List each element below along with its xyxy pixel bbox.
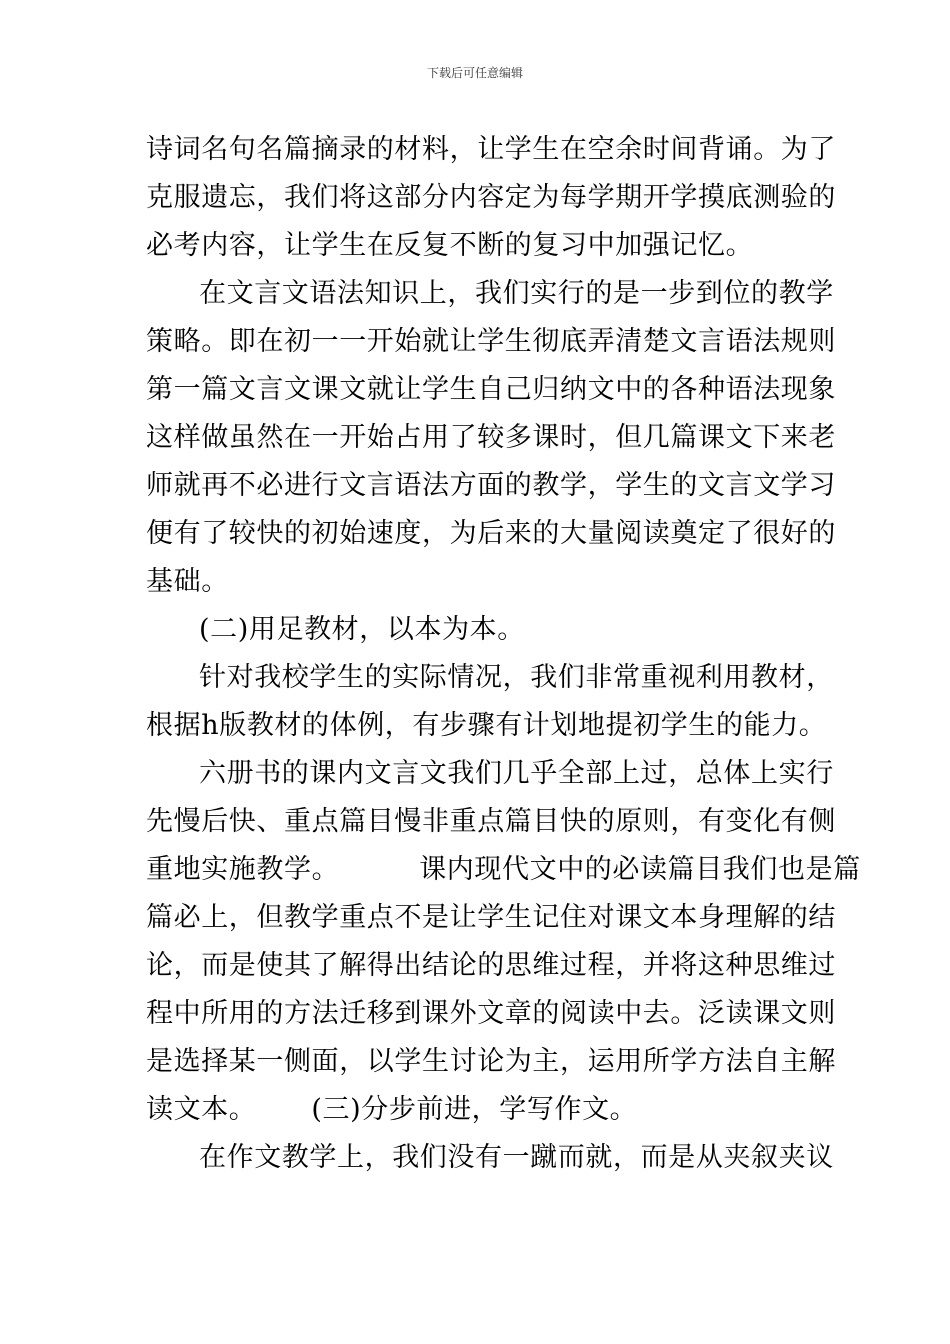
text-segment: 课内现代文中的必读篇目我们也是篇: [419, 854, 861, 885]
text-line: 这样做虽然在一开始占用了较多课时，但几篇课文下来老: [146, 422, 836, 453]
text-line: 诗词名句名篇摘录的材料，让学生在空余时间背诵。为了: [146, 134, 836, 165]
section-heading: (三)分步前进，学写作文。: [311, 1094, 638, 1125]
text-line: 程中所用的方法迁移到课外文章的阅读中去。泛读课文则: [146, 998, 836, 1029]
text-segment: 读文本。: [146, 1094, 257, 1125]
text-line: [146, 1086, 814, 1134]
text-line: 基础。: [146, 566, 229, 597]
text-line: 六册书的课内文言文我们几乎全部上过，总体上实行: [199, 758, 834, 789]
text-line: 必考内容，让学生在反复不断的复习中加强记忆。: [146, 230, 754, 261]
text-line: 在文言文语法知识上，我们实行的是一步到位的教学: [199, 278, 834, 309]
text-line: 克服遗忘，我们将这部分内容定为每学期开学摸底测验的: [146, 182, 836, 213]
text-line: [146, 846, 861, 894]
text-line: 在作文教学上，我们没有一蹴而就，而是从夹叙夹议: [199, 1142, 834, 1173]
section-heading: (二)用足教材，以本为本。: [199, 614, 525, 645]
text-line: 第一篇文言文课文就让学生自己归纳文中的各种语法现象: [146, 374, 836, 405]
text-line: 先慢后快、重点篇目慢非重点篇目快的原则，有变化有侧: [146, 806, 836, 837]
text-line: 便有了较快的初始速度，为后来的大量阅读奠定了很好的: [146, 518, 836, 549]
text-line: 针对我校学生的实际情况，我们非常重视利用教材，: [199, 662, 834, 693]
text-line: 是选择某一侧面，以学生讨论为主，运用所学方法自主解: [146, 1046, 836, 1077]
text-line: 篇必上，但教学重点不是让学生记住对课文本身理解的结: [146, 902, 836, 933]
text-line: 师就再不必进行文言语法方面的教学，学生的文言文学习: [146, 470, 836, 501]
text-line: 策略。即在初一一开始就让学生彻底弄清楚文言语法规则: [146, 326, 836, 357]
text-segment: 重地实施教学。: [146, 854, 340, 885]
document-body: [146, 126, 861, 1182]
text-line: 根据h版教材的体例，有步骤有计划地提初学生的能力。: [146, 710, 827, 741]
text-line: 论，而是使其了解得出结论的思维过程，并将这种思维过: [146, 950, 836, 981]
page-header: 下载后可任意编辑: [426, 66, 523, 80]
